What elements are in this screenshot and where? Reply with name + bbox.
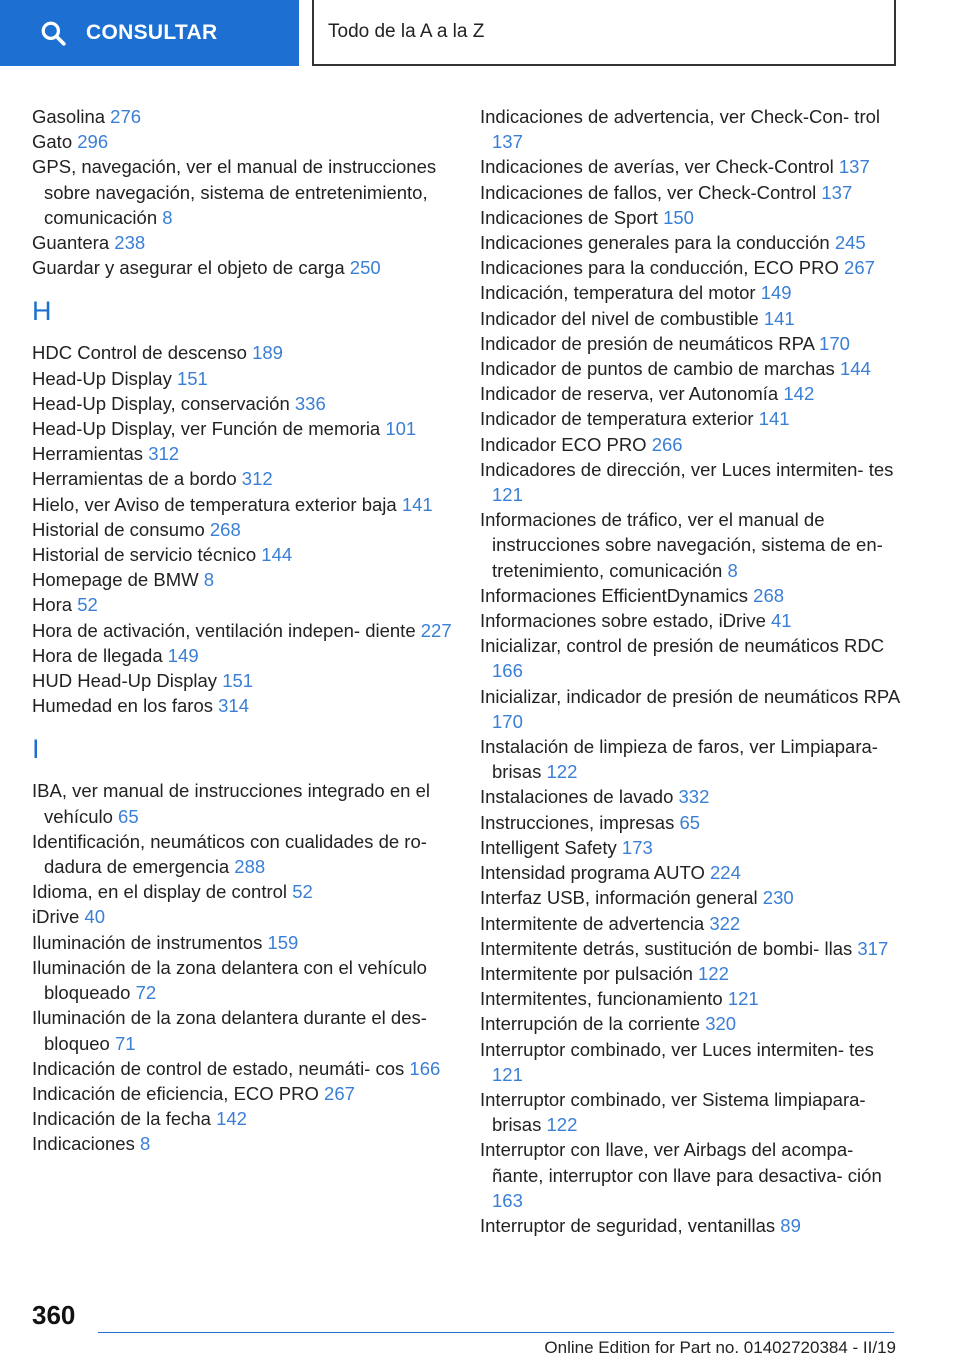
index-entry xyxy=(480,1137,900,1213)
index-entry-text: Interruptor combinado, ver Luces intermiten‐ tes xyxy=(480,1038,874,1060)
page-reference-link[interactable]: 314 xyxy=(218,695,250,717)
index-entry xyxy=(480,205,900,230)
index-entry xyxy=(32,1005,452,1055)
index-entry-text: Head-Up Display, conservación xyxy=(32,392,290,414)
index-entry-text: Historial de servicio técnico xyxy=(32,544,257,566)
index-entry-text: Intensidad programa AUTO xyxy=(480,862,705,884)
index-entry-text: Hielo, ver Aviso de temperatura exterior baja xyxy=(32,493,397,515)
page-reference-link[interactable]: 121 xyxy=(492,1063,523,1085)
index-entry xyxy=(480,961,900,986)
page-reference-link[interactable]: 41 xyxy=(771,610,792,632)
page-reference-link[interactable]: 336 xyxy=(294,392,326,414)
index-entry-text: Identificación, neumáticos con cualidades de ro‐ dadura de emergencia xyxy=(32,830,427,878)
index-entry xyxy=(480,507,900,583)
index-entry-text: Indicador ECO PRO xyxy=(480,433,647,455)
index-entry xyxy=(32,1131,452,1156)
page-reference-link[interactable]: 322 xyxy=(709,912,741,934)
page-reference-link[interactable]: 267 xyxy=(844,257,875,279)
index-entry-text: Guantera xyxy=(32,232,110,254)
index-entry xyxy=(32,1081,452,1106)
index-entry xyxy=(480,986,900,1011)
page-reference-link[interactable]: 65 xyxy=(118,805,139,827)
index-entry-text: Indicaciones xyxy=(32,1133,135,1155)
index-entry-text: Inicializar, indicador de presión de neumáticos RPA xyxy=(480,685,900,707)
index-entry xyxy=(32,255,452,280)
index-entry xyxy=(480,255,900,280)
index-entry xyxy=(480,684,900,734)
index-entry-text: Instalaciones de lavado xyxy=(480,786,674,808)
index-entry xyxy=(32,492,452,517)
page-reference-link[interactable]: 144 xyxy=(839,358,871,380)
index-entry xyxy=(480,1087,900,1137)
index-entry-text: Interruptor con llave, ver Airbags del acompa‐ ñante, interruptor con llave para desactiva‐ ción xyxy=(480,1139,882,1186)
index-entry-text: Inicializar, control de presión de neumáticos RDC xyxy=(480,635,885,657)
index-entry-text: Gato xyxy=(32,131,73,153)
index-entry xyxy=(480,1037,900,1087)
index-entry-text: Head-Up Display, ver Función de memoria xyxy=(32,418,381,440)
index-entry-text: Indicación de la fecha xyxy=(32,1108,211,1130)
index-entry-text: Indicaciones para la conducción, ECO PRO xyxy=(480,257,839,279)
page-reference-link[interactable]: 149 xyxy=(760,282,792,304)
index-entry xyxy=(32,930,452,955)
section-spacer xyxy=(32,762,452,778)
page-reference-link[interactable]: 296 xyxy=(77,131,109,153)
page-reference-link[interactable]: 230 xyxy=(762,887,794,909)
page-reference-link[interactable]: 166 xyxy=(409,1057,441,1079)
index-entry xyxy=(32,466,452,491)
page-reference-link[interactable]: 137 xyxy=(492,131,523,153)
index-entry-text: Indicador de reserva, ver Autonomía xyxy=(480,383,779,405)
index-entry xyxy=(480,331,900,356)
index-column-left xyxy=(32,104,452,1157)
index-entry xyxy=(32,668,452,693)
index-entry-text: Informaciones de tráfico, ver el manual de instrucciones sobre navegación, sistema de en‐ tretenimiento, comunicación xyxy=(480,509,883,581)
index-entry-text: Instrucciones, impresas xyxy=(480,811,675,833)
index-letter-heading: I xyxy=(32,734,40,765)
index-entry xyxy=(32,340,452,365)
index-entry xyxy=(480,306,900,331)
section-spacer xyxy=(32,324,452,340)
header xyxy=(0,0,960,66)
index-entry xyxy=(480,432,900,457)
index-entry-text: Intermitente por pulsación xyxy=(480,962,693,984)
index-entry-text: Intermitente detrás, sustitución de bombi‐ llas xyxy=(480,937,853,959)
index-entry xyxy=(480,154,900,179)
index-entry-text: Idioma, en el display de control xyxy=(32,881,288,903)
page-reference-link[interactable]: 151 xyxy=(222,670,254,692)
page-reference-link[interactable]: 250 xyxy=(349,257,381,279)
index-entry xyxy=(32,904,452,929)
footer-divider xyxy=(98,1332,894,1333)
page-reference-link[interactable]: 52 xyxy=(77,594,98,616)
index-entry-text: Historial de consumo xyxy=(32,518,205,540)
page-reference-link[interactable]: 122 xyxy=(698,962,729,984)
index-entry xyxy=(32,441,452,466)
index-entry xyxy=(32,104,452,129)
page-reference-link[interactable]: 72 xyxy=(135,982,157,1004)
page-reference-link[interactable]: 141 xyxy=(763,307,795,329)
page-reference-link[interactable]: 227 xyxy=(420,619,452,641)
index-entry xyxy=(480,1213,900,1238)
index-entry-text: Homepage de BMW xyxy=(32,569,199,591)
index-entry-text: Interruptor de seguridad, ventanillas xyxy=(480,1214,776,1236)
index-letter-heading: H xyxy=(32,296,52,327)
page-reference-link[interactable]: 8 xyxy=(139,1133,151,1155)
index-entry xyxy=(480,104,900,154)
index-entry-text: Informaciones sobre estado, iDrive xyxy=(480,610,766,632)
page-reference-link[interactable]: 159 xyxy=(267,931,299,953)
index-entry-text: Informaciones EfficientDynamics xyxy=(480,584,749,606)
page-reference-link[interactable]: 224 xyxy=(710,862,741,884)
index-entry xyxy=(480,810,900,835)
index-entry xyxy=(480,356,900,381)
index-entry xyxy=(32,517,452,542)
index-entry xyxy=(480,885,900,910)
index-entry xyxy=(32,391,452,416)
index-entry-text: Indicador de temperatura exterior xyxy=(480,408,754,430)
page-reference-link[interactable]: 166 xyxy=(492,660,523,682)
section-spacer xyxy=(32,280,452,298)
index-entry xyxy=(32,154,452,230)
index-entry xyxy=(480,406,900,431)
index-entry xyxy=(32,416,452,441)
section-title: Todo de la A a la Z xyxy=(328,21,485,42)
page-reference-link[interactable]: 317 xyxy=(857,937,889,959)
index-entry-text: Indicación, temperatura del motor xyxy=(480,282,756,304)
page-reference-link[interactable]: 149 xyxy=(167,644,199,666)
page-reference-link[interactable]: 122 xyxy=(546,761,578,783)
index-entry xyxy=(480,633,900,683)
index-entry-text: Interrupción de la corriente xyxy=(480,1013,701,1035)
page-reference-link[interactable]: 144 xyxy=(261,544,293,566)
section-title-tab[interactable] xyxy=(312,0,896,66)
index-entry-text: Iluminación de instrumentos xyxy=(32,931,263,953)
consult-label: CONSULTAR xyxy=(86,21,218,44)
index-entry xyxy=(480,583,900,608)
page-reference-link[interactable]: 268 xyxy=(753,584,785,606)
index-entry-text: Hora xyxy=(32,594,73,616)
index-entry xyxy=(480,784,900,809)
index-entry-text: Herramientas xyxy=(32,443,144,465)
index-entry xyxy=(32,567,452,592)
page-reference-link[interactable]: 173 xyxy=(621,836,653,858)
page-reference-link[interactable]: 141 xyxy=(758,408,790,430)
index-entry-text: Herramientas de a bordo xyxy=(32,468,237,490)
index-entry xyxy=(480,835,900,860)
index-entry xyxy=(32,542,452,567)
page-reference-link[interactable]: 189 xyxy=(252,342,283,364)
index-entry xyxy=(32,618,452,643)
page-reference-link[interactable]: 142 xyxy=(216,1108,247,1130)
index-entry-text: Indicaciones de advertencia, ver Check-Con‐ trol xyxy=(480,106,880,127)
index-entry xyxy=(32,1106,452,1131)
index-entry xyxy=(480,734,900,784)
page-reference-link[interactable]: 170 xyxy=(492,710,523,732)
index-entry-text: iDrive xyxy=(32,906,80,928)
index-entry xyxy=(480,860,900,885)
index-entry xyxy=(480,180,900,205)
index-entry-text: Indicación de control de estado, neumáti‐ cos xyxy=(32,1057,405,1079)
index-entry-text: Intermitentes, funcionamiento xyxy=(480,988,723,1010)
page-reference-link[interactable]: 89 xyxy=(780,1214,801,1236)
index-entry-text: Iluminación de la zona delantera durante el des‐ bloqueo xyxy=(32,1007,427,1054)
page-reference-link[interactable]: 276 xyxy=(110,106,142,127)
page-reference-link[interactable]: 52 xyxy=(292,881,313,903)
page-reference-link[interactable]: 40 xyxy=(84,906,105,928)
consult-button[interactable] xyxy=(0,0,299,66)
page-reference-link[interactable]: 163 xyxy=(492,1189,523,1211)
page-reference-link[interactable]: 266 xyxy=(651,433,683,455)
page-reference-link[interactable]: 8 xyxy=(727,559,738,581)
page-reference-link[interactable]: 8 xyxy=(203,569,215,591)
index-entry xyxy=(32,129,452,154)
page-reference-link[interactable]: 312 xyxy=(148,443,180,465)
page-reference-link[interactable]: 101 xyxy=(385,418,417,440)
index-entry-text: Indicaciones de averías, ver Check-Control xyxy=(480,156,834,178)
page-reference-link[interactable]: 141 xyxy=(401,493,433,515)
page-reference-link[interactable]: 121 xyxy=(727,988,759,1010)
index-entry xyxy=(480,1011,900,1036)
index-entry xyxy=(480,911,900,936)
page-number: 360 xyxy=(32,1300,76,1330)
index-entry-text: Indicadores de dirección, ver Luces intermiten‐ tes xyxy=(480,458,894,480)
page-reference-link[interactable]: 170 xyxy=(819,332,850,354)
index-entry-text: Indicador del nivel de combustible xyxy=(480,307,759,329)
index-entry-text: GPS, navegación, ver el manual de instrucciones sobre navegación, sistema de entretenimiento, comunicación xyxy=(32,156,437,228)
index-entry-text: Indicaciones generales para la conducción xyxy=(480,232,830,254)
page-reference-link[interactable]: 142 xyxy=(783,383,815,405)
page-reference-link[interactable]: 121 xyxy=(492,484,523,506)
index-entry xyxy=(480,381,900,406)
index-entry-text: Guardar y asegurar el objeto de carga xyxy=(32,257,345,279)
index-entry-text: Indicaciones de Sport xyxy=(480,206,658,228)
index-entry-text: Intermitente de advertencia xyxy=(480,912,705,934)
index-entry xyxy=(32,693,452,718)
index-column-right xyxy=(480,104,900,1238)
index-entry-text: Indicaciones de fallos, ver Check-Control xyxy=(480,181,817,203)
index-entry-text: Intelligent Safety xyxy=(480,836,617,858)
page-reference-link[interactable]: 151 xyxy=(176,367,208,389)
index-entry-text: Interruptor combinado, ver Sistema limpiapara‐ brisas xyxy=(480,1088,866,1136)
index-entry xyxy=(480,457,900,507)
index-entry xyxy=(480,280,900,305)
page-reference-link[interactable]: 312 xyxy=(241,468,273,490)
index-entry-text: Interfaz USB, información general xyxy=(480,887,758,909)
index-entry xyxy=(32,592,452,617)
index-entry xyxy=(32,643,452,668)
index-entry-text: Instalación de limpieza de faros, ver Limpiapara‐ brisas xyxy=(480,736,878,783)
index-entry-text: HDC Control de descenso xyxy=(32,342,247,364)
page-reference-link[interactable]: 65 xyxy=(679,811,701,833)
index-entry xyxy=(480,608,900,633)
index-entry-text: Humedad en los faros xyxy=(32,695,213,717)
search-icon xyxy=(40,20,66,46)
index-entry-text: Iluminación de la zona delantera con el vehículo bloqueado xyxy=(32,956,427,1004)
index-entry xyxy=(480,230,900,255)
page-reference-link[interactable]: 122 xyxy=(546,1114,578,1136)
page-reference-link[interactable]: 332 xyxy=(678,786,710,808)
index-entry-text: Hora de llegada xyxy=(32,644,163,666)
index-entry xyxy=(480,936,900,961)
page-reference-link[interactable]: 137 xyxy=(821,181,853,203)
index-entry xyxy=(32,829,452,879)
index-entry-text: Hora de activación, ventilación indepen‐ diente xyxy=(32,619,416,641)
index-entry xyxy=(32,879,452,904)
index-entry-text: Gasolina xyxy=(32,106,106,127)
index-entry-text: Head-Up Display xyxy=(32,367,172,389)
index-entry-text: Indicador de presión de neumáticos RPA xyxy=(480,332,814,354)
index-entry xyxy=(32,366,452,391)
page-reference-link[interactable]: 150 xyxy=(663,206,694,228)
page-reference-link[interactable]: 245 xyxy=(834,232,866,254)
section-spacer xyxy=(32,718,452,736)
page-reference-link[interactable]: 288 xyxy=(234,856,266,878)
index-entry xyxy=(32,1056,452,1081)
index-entry-text: Indicación de eficiencia, ECO PRO xyxy=(32,1082,319,1104)
footer-edition: Online Edition for Part no. 01402720384 - II/19 xyxy=(544,1338,896,1357)
page-reference-link[interactable]: 238 xyxy=(114,232,146,254)
index-entry-text: IBA, ver manual de instrucciones integrado en el vehículo xyxy=(32,780,430,827)
page-reference-link[interactable]: 71 xyxy=(114,1032,136,1054)
index-entry-text: Indicador de puntos de cambio de marchas xyxy=(480,358,835,380)
index-entry xyxy=(32,230,452,255)
index-entry xyxy=(32,778,452,828)
page-reference-link[interactable]: 267 xyxy=(324,1082,355,1104)
page-reference-link[interactable]: 320 xyxy=(705,1013,737,1035)
index-entry-text: HUD Head-Up Display xyxy=(32,670,218,692)
page-reference-link[interactable]: 137 xyxy=(838,156,870,178)
index-entry xyxy=(32,955,452,1005)
page-reference-link[interactable]: 268 xyxy=(209,518,241,540)
page-reference-link[interactable]: 8 xyxy=(162,206,173,228)
